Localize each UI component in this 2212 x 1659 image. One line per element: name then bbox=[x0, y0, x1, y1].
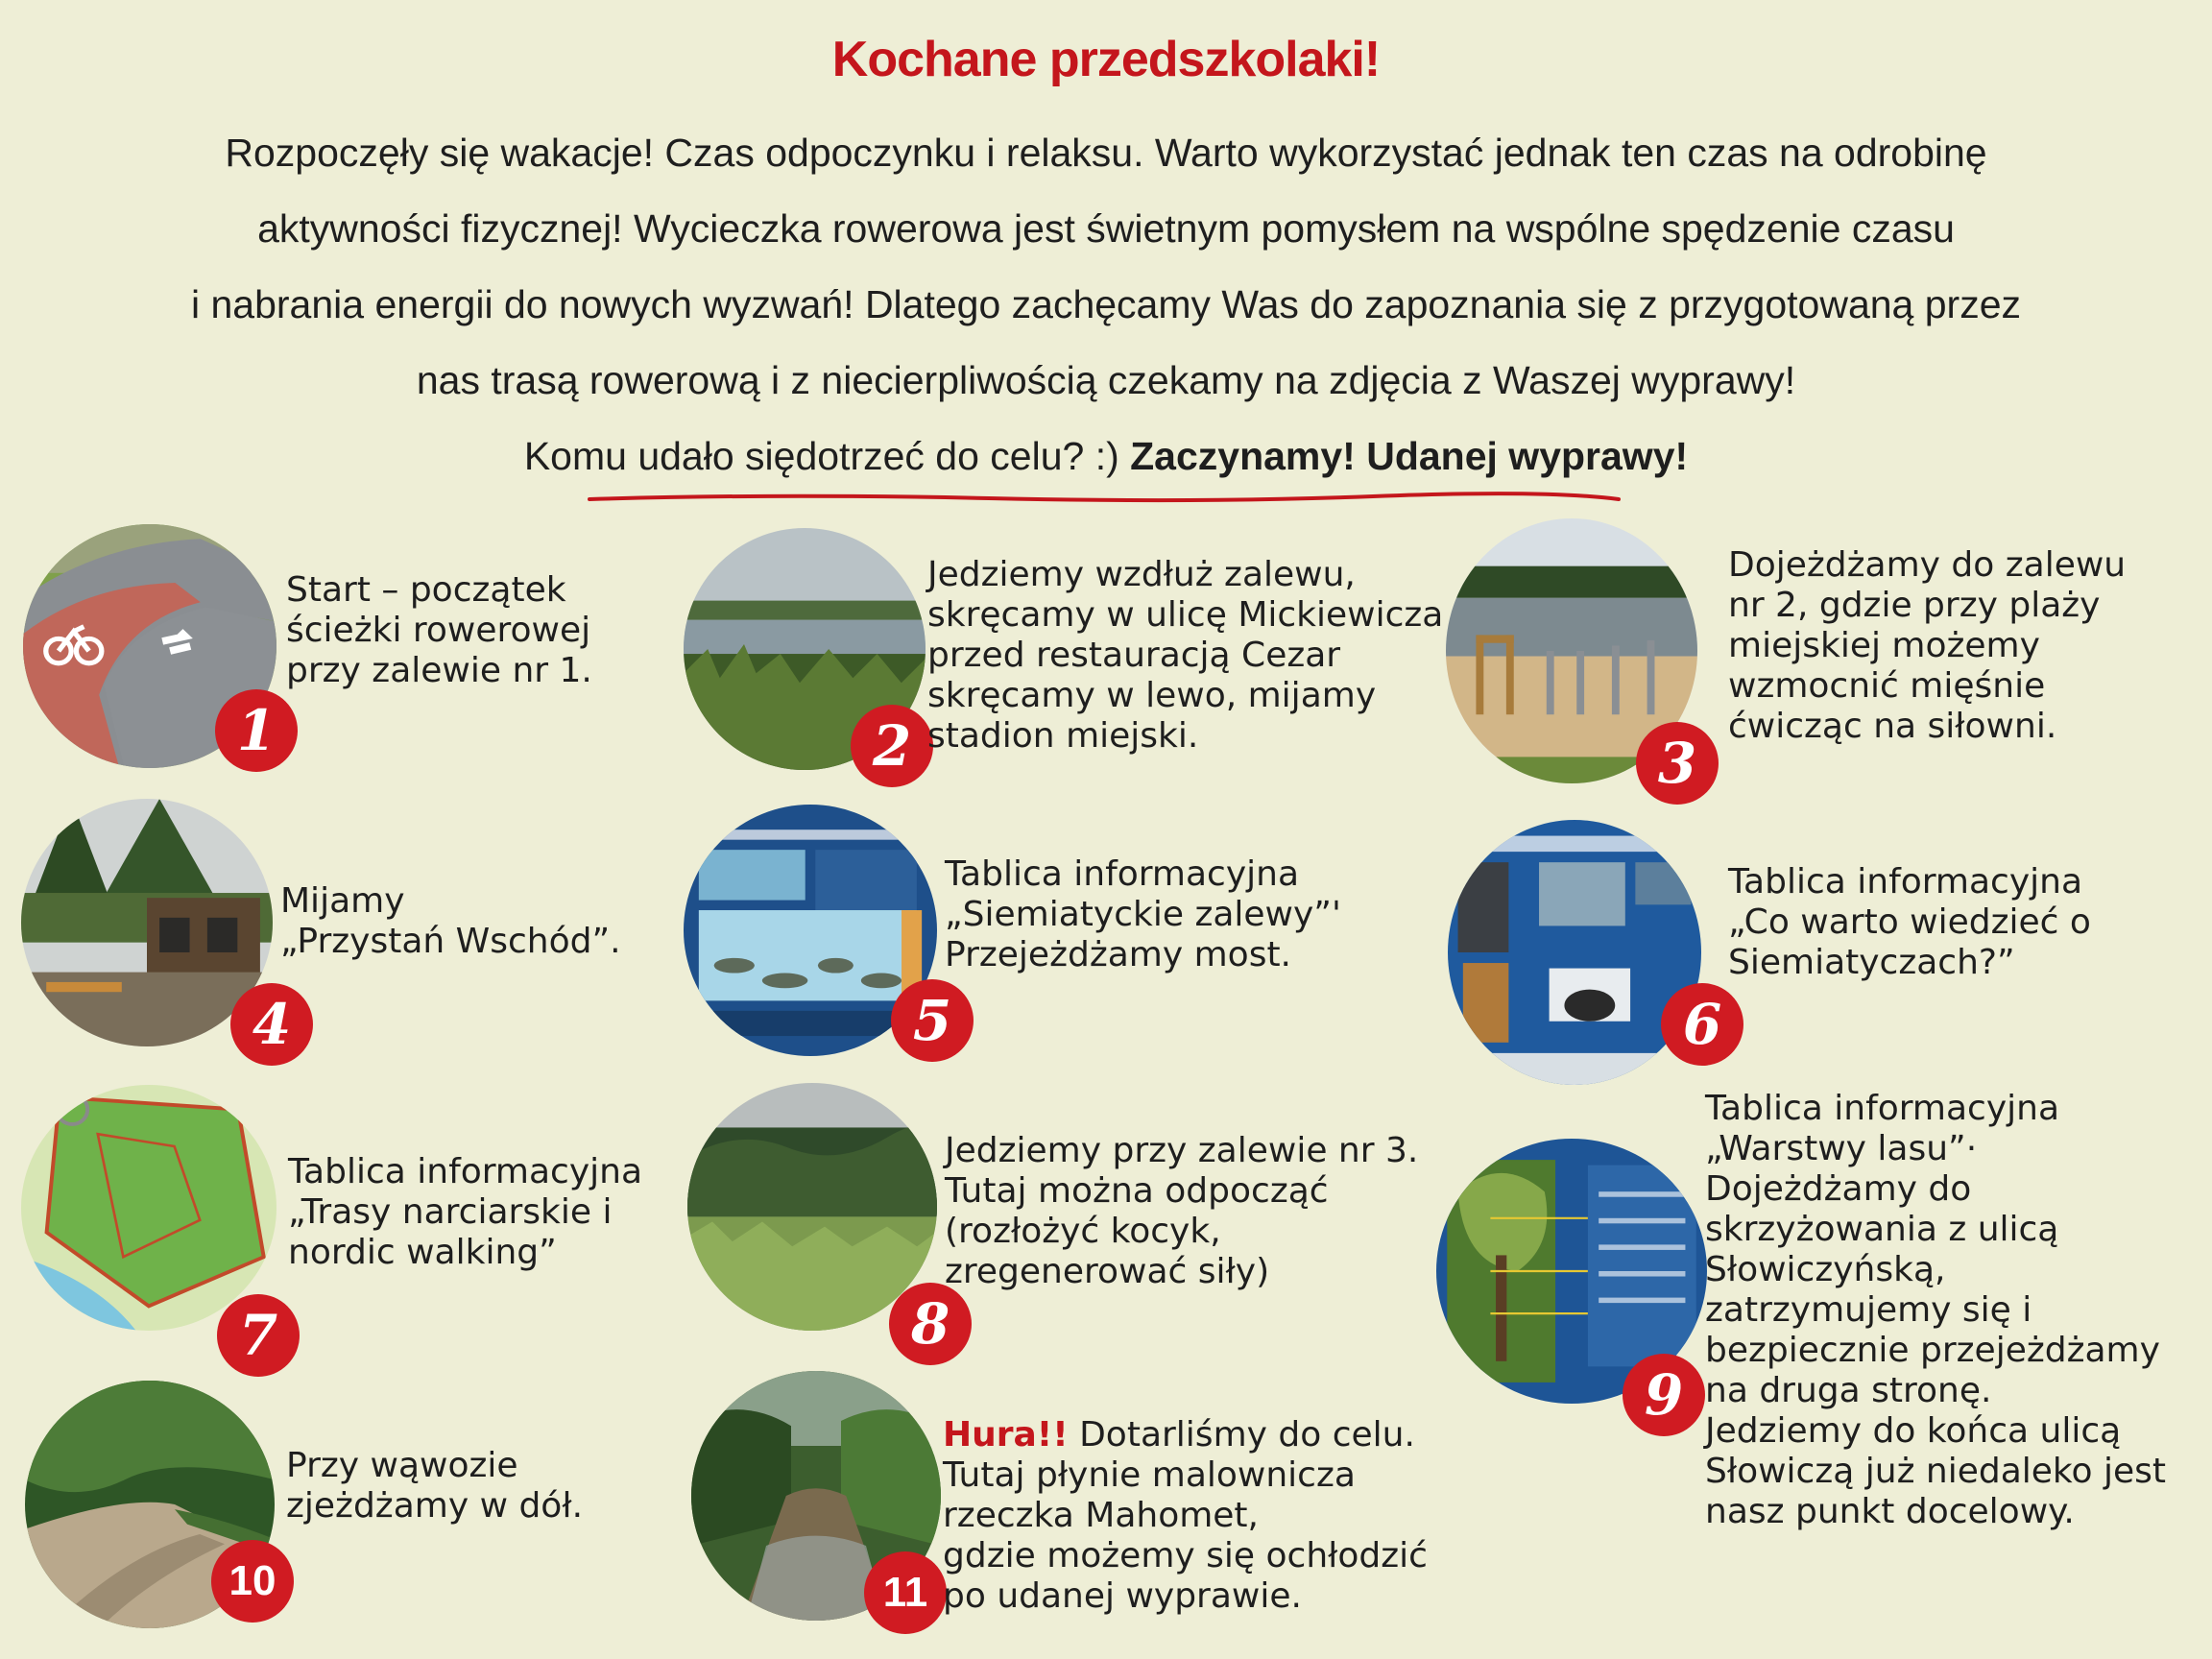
step-5-number-badge: 5 bbox=[891, 979, 974, 1062]
step-11-text bbox=[943, 1415, 1428, 1617]
step-6-text: Tablica informacyjna „Co warto wiedzieć o Siemiatyczach?” bbox=[1728, 862, 2091, 982]
step-9-number-badge: 9 bbox=[1623, 1354, 1705, 1436]
page-title: Kochane przedszkolaki! bbox=[831, 32, 1381, 87]
intro-text bbox=[0, 115, 2212, 494]
hura-highlight: Hura!! bbox=[943, 1415, 1069, 1455]
step-5-text: Tablica informacyjna „Siemiatyckie zalewy”' Przejeżdżamy most. bbox=[945, 854, 1341, 974]
step-4-text: Mijamy „Przystań Wschód”. bbox=[280, 881, 621, 961]
step-8-text: Jedziemy przy zalewie nr 3. Tutaj można odpocząć (rozłożyć kocyk, zregenerować siły) bbox=[945, 1131, 1419, 1291]
step-11-number-badge: 11 bbox=[864, 1551, 947, 1634]
intro-last-bold: Zaczynamy! Udanej wyprawy! bbox=[1130, 434, 1689, 478]
step-10-text: Przy wąwozie zjeżdżamy w dół. bbox=[286, 1446, 584, 1526]
intro-line-5 bbox=[0, 419, 2212, 494]
step-4-number-badge: 4 bbox=[230, 983, 313, 1066]
step-1-text: Start – początek ścieżki rowerowej przy zalewie nr 1. bbox=[286, 570, 592, 690]
step-1-number-badge: 1 bbox=[215, 689, 298, 772]
step-10-number-badge: 10 bbox=[211, 1540, 294, 1623]
intro-line-2: aktywności fizycznej! Wycieczka rowerowa jest świetnym pomysłem na wspólne spędzenie czasu bbox=[257, 206, 1955, 251]
step-2-text: Jedziemy wzdłuż zalewu, skręcamy w ulicę Mickiewicza przed restauracją Cezar skręcamy w lewo, mijamy stadion miejski. bbox=[927, 555, 1444, 756]
intro-line-3: i nabrania energii do nowych wyzwań! Dlatego zachęcamy Was do zapoznania się z przygotowaną przez bbox=[191, 282, 2021, 326]
step-3-text: Dojeżdżamy do zalewu nr 2, gdzie przy plaży miejskiej możemy wzmocnić mięśnie ćwicząc na siłowni. bbox=[1728, 545, 2127, 746]
step-8-number-badge: 8 bbox=[889, 1283, 972, 1365]
step-3-number-badge: 3 bbox=[1636, 722, 1719, 805]
photo-meadow-zalew-3 bbox=[687, 1083, 937, 1331]
photo-board-trasy-narciarskie-map bbox=[21, 1085, 276, 1331]
step-9-text: Tablica informacyjna „Warstwy lasu”· Dojeżdżamy do skrzyżowania z ulicą Słowiczyńską, zatrzymujemy się i bezpiecznie przejeżdżamy na druga stronę. Jedziemy do końca ulicą Słowiczą już niedaleko jest nasz punkt docelowy. bbox=[1705, 1089, 2166, 1531]
step-6-number-badge: 6 bbox=[1661, 983, 1743, 1066]
step-7-number-badge: 7 bbox=[217, 1294, 300, 1377]
intro-line-4: nas trasą rowerową i z niecierpliwością czekamy na zdjęcia z Waszej wyprawy! bbox=[416, 358, 1796, 402]
photo-board-co-warto-wiedziec bbox=[1448, 820, 1701, 1085]
step-11-body: Dotarliśmy do celu. Tutaj płynie malownicza rzeczka Mahomet, gdzie możemy się ochłodzić po udanej wyprawie. bbox=[943, 1415, 1428, 1616]
step-7-text: Tablica informacyjna „Trasy narciarskie i nordic walking” bbox=[288, 1152, 643, 1272]
intro-last-plain: Komu udało siędotrzeć do celu? :) bbox=[523, 434, 1131, 478]
step-2-number-badge: 2 bbox=[851, 705, 933, 787]
red-underline-divider bbox=[586, 488, 1623, 509]
intro-line-1: Rozpoczęły się wakacje! Czas odpoczynku i relaksu. Warto wykorzystać jednak ten czas na odrobinę bbox=[225, 131, 1987, 175]
